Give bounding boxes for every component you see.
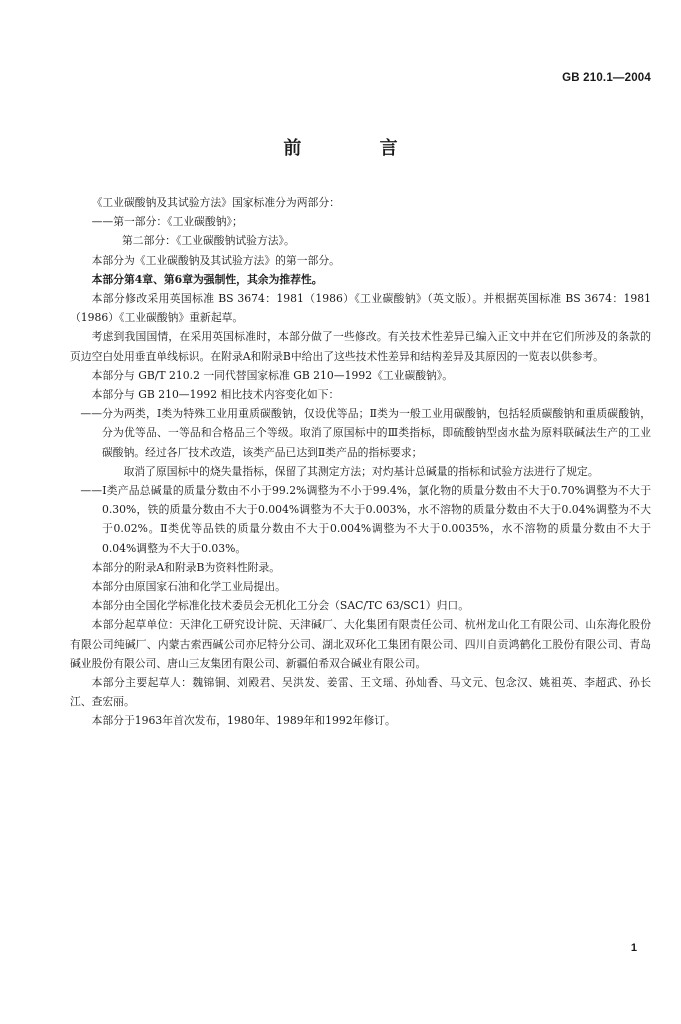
paragraph-modifications: 考虑到我国国情，在采用英国标准时，本部分做了一些修改。有关技术性差异已编入正文中并在它们所涉及的条款的页边空白处用垂直单线标识。在附录A和附录B中给出了这些技术性差异和结构差异及其原因的一览表以供参考。 bbox=[70, 330, 651, 363]
paragraph-proposer: 本部分由原国家石油和化学工业局提出。 bbox=[91, 580, 286, 594]
paragraph-committee: 本部分由全国化学标准化技术委员会无机化工分会（SAC/TC 63/SC1）归口。 bbox=[91, 599, 469, 613]
document-body bbox=[70, 193, 651, 731]
paragraph-part-scope: 本部分为《工业碳酸钠及其试验方法》的第一部分。 bbox=[91, 253, 340, 267]
paragraph-changes-heading: 本部分与 GB 210—1992 相比技术内容变化如下： bbox=[91, 388, 340, 402]
paragraph-appendices: 本部分的附录A和附录B为资料性附录。 bbox=[91, 560, 281, 574]
paragraph-mandatory-clauses: 本部分第4章、第6章为强制性，其余为推荐性。 bbox=[91, 272, 323, 286]
list-item-classification: ——分为两类，Ⅰ类为特殊工业用重质碳酸钠，仅设优等品；Ⅱ类为一般工业用碳酸钠，包括轻质碳酸钠和重质碳酸钠，分为优等品、一等品和合格品三个等级。取消了原国标中的Ⅲ类指标，即硫酸钠型卤水盐为原料联碱法生产的工业碳酸钠。经过各厂技术改造，该类产品已达到Ⅱ类产品的指标要求； bbox=[80, 407, 651, 459]
paragraph-intro: 《工业碳酸钠及其试验方法》国家标准分为两部分： bbox=[91, 196, 340, 209]
page-number: 1 bbox=[630, 942, 637, 954]
list-item-quality-changes: ——Ⅰ类产品总碱量的质量分数由不小于99.2%调整为不小于99.4%，氯化物的质量分数由不大于0.70%调整为不大于0.30%，铁的质量分数由不大于0.004%调整为不大于0.003%，水不溶物的质量分数由不大于0.04%调整为不大于0.02%。Ⅱ类优等品铁的质量分数由不大于0.004%调整为不大于0.0035%，水不溶物的质量分数由不大于0.04%调整为不大于0.03%。 bbox=[80, 484, 651, 555]
paragraph-adoption: 本部分修改采用英国标准 BS 3674：1981（1986）《工业碳酸钠》（英文版）。并根据英国标准 BS 3674：1981（1986）《工业碳酸钠》重新起草。 bbox=[70, 292, 651, 325]
paragraph-drafters: 本部分主要起草人：魏锦铜、刘殿君、吴洪发、姜雷、王文瑶、孙灿香、马文元、包念汉、姚祖英、李超武、孙长江、查宏丽。 bbox=[70, 676, 651, 709]
paragraph-drafting-units: 本部分起草单位：天津化工研究设计院、天津碱厂、大化集团有限责任公司、杭州龙山化工有限公司、山东海化股份有限公司纯碱厂、内蒙古索西碱公司亦尼特分公司、湖北双环化工集团有限公司、四川自贡鸿鹤化工股份有限公司、青岛碱业股份有限公司、唐山三友集团有限公司、新疆伯希双合碱业有限公司。 bbox=[70, 618, 651, 670]
page-title: 前 言 bbox=[283, 138, 434, 159]
standard-code: GB 210.1—2004 bbox=[562, 72, 651, 84]
paragraph-history: 本部分于1963年首次发布，1980年、1989年和1992年修订。 bbox=[91, 714, 396, 728]
list-item-part-two: 第二部分：《工业碳酸钠试验方法》。 bbox=[122, 234, 295, 248]
list-item-part-one: ——第一部分：《工业碳酸钠》； bbox=[91, 215, 243, 229]
paragraph-replaces: 本部分与 GB/T 210.2 一同代替国家标准 GB 210—1992《工业碳酸钠》。 bbox=[91, 368, 454, 382]
list-item-ignition-loss: 取消了原国标中的烧失量指标，保留了其测定方法；对灼基计总碱量的指标和试验方法进行了规定。 bbox=[123, 464, 599, 478]
